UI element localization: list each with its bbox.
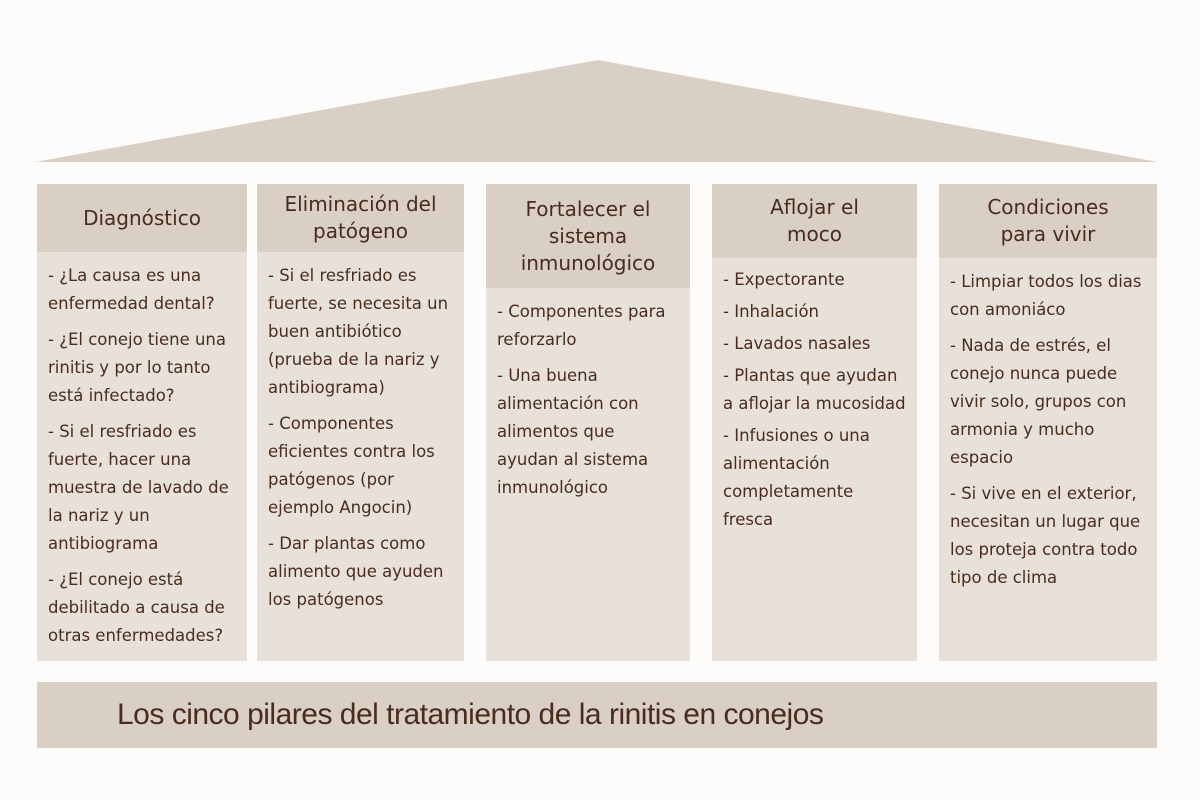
roof-shape (0, 0, 1200, 170)
pillar-heading: Eliminación del patógeno (257, 184, 464, 252)
pillar-body (486, 288, 690, 502)
pillar-item: - ¿El conejo tiene una rinitis y por lo tanto está infectado? (48, 330, 226, 405)
pillar-body (939, 258, 1157, 592)
pillar-item: - Componentes eficientes contra los patógenos (por ejemplo Angocin) (268, 414, 435, 517)
pillar-diagnostico (37, 184, 247, 661)
pillar-heading: Condiciones para vivir (939, 184, 1157, 258)
pillar-item: - Infusiones o una alimentación completamente fresca (723, 426, 870, 529)
pillar-item: - Si el resfriado es fuerte, se necesita un buen antibiótico (prueba de la nariz y antibiograma) (268, 266, 449, 397)
pillar-heading: Fortalecer el sistema inmunológico (486, 184, 690, 288)
pillar-item: - Una buena alimentación con alimentos que ayudan al sistema inmunológico (497, 366, 649, 497)
pillar-condiciones (939, 184, 1157, 661)
pillar-item: - Plantas que ayudan a aflojar la mucosidad (723, 366, 906, 413)
pillar-item: - ¿La causa es una enfermedad dental? (48, 266, 215, 313)
pillar-item: - Inhalación (723, 302, 819, 321)
base-title-bar (37, 682, 1157, 748)
pillar-item: - Si vive en el exterior, necesitan un lugar que los proteja contra todo tipo de clima (950, 484, 1141, 587)
pillar-item: - ¿El conejo está debilitado a causa de otras enfermedades? (48, 570, 225, 645)
diagram-title: Los cinco pilares del tratamiento de la rinitis en conejos (117, 698, 824, 731)
pillar-item: - Limpiar todos los dias con amoniáco (950, 272, 1142, 319)
pillar-item: - Expectorante (723, 270, 845, 289)
pillar-body (257, 252, 464, 614)
pillar-body (712, 258, 917, 534)
pillar-item: - Componentes para reforzarlo (497, 302, 666, 349)
pillar-aflojar (712, 184, 917, 661)
pillar-heading: Aflojar el moco (712, 184, 917, 258)
pillar-item: - Nada de estrés, el conejo nunca puede vivir solo, grupos con armonia y mucho espacio (950, 336, 1127, 467)
pillar-heading: Diagnóstico (37, 184, 247, 252)
pillar-item: - Lavados nasales (723, 334, 871, 353)
pillar-item: - Dar plantas como alimento que ayuden los patógenos (268, 534, 444, 609)
pillar-body (37, 252, 247, 650)
pillar-eliminacion (257, 184, 464, 661)
pillar-item: - Si el resfriado es fuerte, hacer una muestra de lavado de la nariz y un antibiograma (48, 422, 229, 553)
pillar-fortalecer (486, 184, 690, 661)
